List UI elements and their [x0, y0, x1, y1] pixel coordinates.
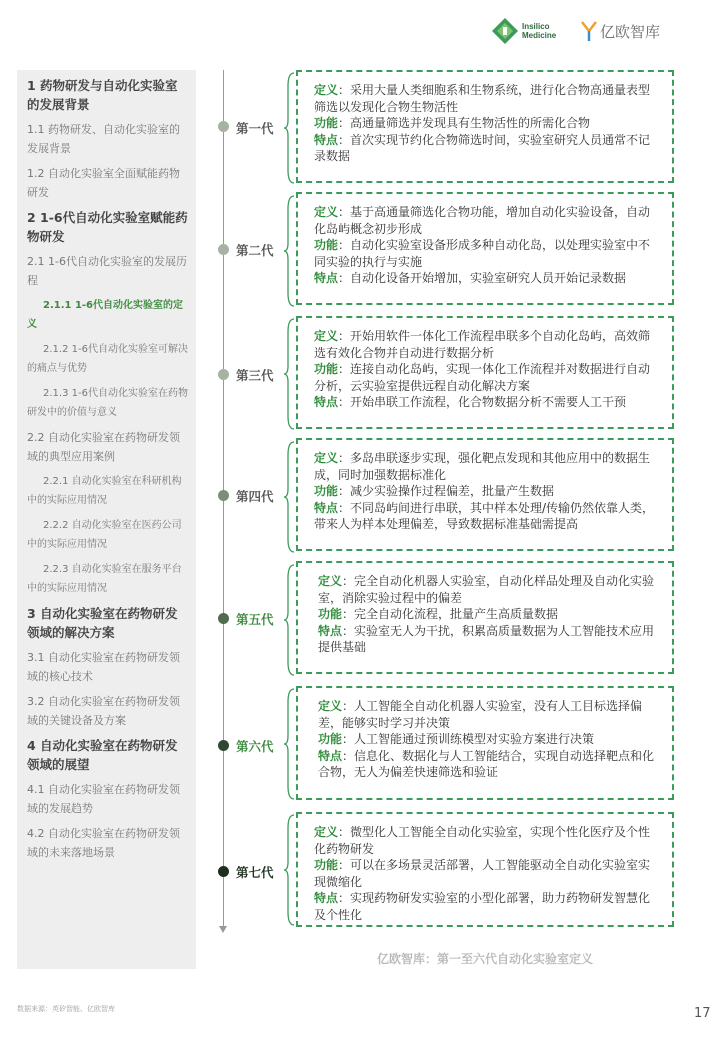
function-key: 功能 [314, 858, 339, 872]
definition-key: 定义 [314, 451, 339, 465]
function-text: ：减少实验操作过程偏差，批量产生数据 [338, 484, 555, 498]
function-key: 功能 [318, 732, 343, 746]
timeline-arrow-icon [219, 926, 227, 933]
feature-key: 特点 [314, 395, 339, 409]
definition-row [314, 204, 660, 237]
feature-text: ：实验室无人为干扰，积累高质量数据为人工智能技术应用提供基础 [318, 623, 655, 654]
timeline-dot [218, 490, 229, 501]
toc-section-1-1[interactable]: 1.1 药物研发、自动化实验室的发展背景 [27, 123, 180, 155]
toc-section-1[interactable]: 1 药物研发与自动化实验室的发展背景 [27, 78, 178, 112]
generation-label: 第三代 [236, 368, 274, 383]
toc-section-3[interactable]: 3 自动化实验室在药物研发领域的解决方案 [27, 606, 178, 640]
function-key: 功能 [318, 607, 343, 621]
toc-section-1-2[interactable]: 1.2 自动化实验室全面赋能药物研发 [27, 167, 180, 199]
definition-row [318, 698, 660, 731]
insilico-name-line1: Insilico [522, 22, 550, 31]
definition-row [318, 573, 660, 606]
generation-card [296, 70, 674, 183]
definition-text: ：多岛串联逐步实现，强化靶点发现和其他应用中的数据生成，同时加强数据标准化 [314, 451, 651, 482]
data-source-note: 数据来源：英矽智能、亿欧智库 [17, 1005, 115, 1013]
toc-section-2-2-1[interactable]: 2.2.1 自动化实验室在科研机构中的实际应用情况 [27, 476, 182, 506]
yiou-logo [580, 20, 660, 42]
function-key: 功能 [314, 238, 339, 252]
toc-section-2-1-2[interactable]: 2.1.2 1-6代自动化实验室可解决的痛点与优势 [27, 344, 188, 374]
brace-icon [283, 688, 295, 800]
function-row [318, 731, 660, 748]
feature-text: ：开始串联工作流程，化合物数据分析不需要人工干预 [338, 395, 627, 409]
generation-card [296, 316, 674, 429]
feature-row [318, 748, 660, 781]
feature-row [314, 270, 660, 287]
function-key: 功能 [314, 362, 339, 376]
function-row [314, 115, 660, 132]
generation-label: 第七代 [236, 865, 274, 880]
table-of-contents [17, 70, 196, 969]
generation-label: 第一代 [236, 121, 274, 136]
definition-key: 定义 [314, 329, 339, 343]
feature-key: 特点 [314, 132, 339, 147]
function-row [318, 606, 660, 623]
toc-section-2-1[interactable]: 2.1 1-6代自动化实验室的发展历程 [27, 255, 187, 287]
function-text: ：可以在多场景灵活部署，人工智能驱动全自动化实验室实现微缩化 [314, 858, 651, 889]
figure-caption: 亿欧智库：第一至六代自动化实验室定义 [376, 952, 593, 966]
feature-key: 特点 [314, 891, 339, 905]
feature-key: 特点 [318, 623, 343, 638]
function-key: 功能 [314, 484, 339, 498]
feature-text: ：不同岛屿间进行串联，其中样本处理/传输仍然依靠人类，带来人为样本处理偏差，导致数据标准基础需提高 [314, 500, 655, 531]
brace-icon [283, 195, 295, 307]
definition-key: 定义 [318, 699, 343, 713]
toc-section-2-1-1-active[interactable]: 2.1.1 1-6代自动化实验室的定义 [27, 300, 184, 330]
brace-icon [283, 72, 295, 184]
toc-section-4-2[interactable]: 4.2 自动化实验室在药物研发领域的未来落地场景 [27, 827, 180, 859]
definition-key: 定义 [314, 825, 339, 839]
function-row [314, 237, 660, 270]
generation-label: 第二代 [236, 243, 274, 258]
yiou-y-icon [580, 20, 598, 42]
toc-section-2-1-3[interactable]: 2.1.3 1-6代自动化实验室在药物研发中的价值与意义 [27, 388, 188, 418]
function-row [314, 361, 660, 394]
insilico-diamond-icon [492, 18, 518, 44]
toc-section-4-1[interactable]: 4.1 自动化实验室在药物研发领域的发展趋势 [27, 783, 180, 815]
insilico-name-line2: Medicine [522, 31, 557, 40]
generation-card [296, 438, 674, 551]
toc-section-2[interactable]: 2 1-6代自动化实验室赋能药物研发 [27, 210, 188, 244]
toc-section-4[interactable]: 4 自动化实验室在药物研发领域的展望 [27, 738, 178, 772]
feature-text: ：信息化、数据化与人工智能结合，实现自动选择靶点和化合物，无人为偏差快速筛选和验证 [318, 748, 655, 779]
definition-key: 定义 [314, 83, 339, 97]
timeline-dot [218, 369, 229, 380]
function-text: ：完全自动化流程，批量产生高质量数据 [342, 607, 559, 621]
feature-key: 特点 [318, 748, 343, 763]
feature-row [314, 394, 660, 411]
function-text: ：连接自动化岛屿，实现一体化工作流程并对数据进行自动分析，云实验室提供远程自动化解决方案 [314, 362, 651, 393]
definition-row [314, 82, 660, 115]
timeline-dot [218, 121, 229, 132]
feature-key: 特点 [314, 271, 339, 285]
timeline-dot [218, 613, 229, 624]
feature-text: ：实现药物研发实验室的小型化部署，助力药物研发智慧化及个性化 [314, 891, 651, 922]
toc-section-2-2[interactable]: 2.2 自动化实验室在药物研发领域的典型应用案例 [27, 431, 180, 463]
function-text: ：人工智能通过预训练模型对实验方案进行决策 [342, 732, 595, 746]
definition-row [314, 824, 660, 857]
feature-row [314, 132, 660, 165]
feature-row [314, 890, 660, 923]
definition-text: ：完全自动化机器人实验室，自动化样品处理及自动化实验室，消除实验过程中的偏差 [318, 574, 655, 605]
definition-text: ：采用大量人类细胞系和生物系统，进行化合物高通量表型筛选以发现化合物生物活性 [314, 83, 651, 114]
definition-text: ：微型化人工智能全自动化实验室，实现个性化医疗及个性化药物研发 [314, 825, 651, 856]
feature-row [314, 500, 660, 533]
function-row [314, 857, 660, 890]
brace-icon [283, 441, 295, 553]
timeline-dot [218, 244, 229, 255]
generation-card [296, 192, 674, 305]
definition-row [314, 450, 660, 483]
timeline-dot [218, 866, 229, 877]
definition-text: ：开始用软件一体化工作流程串联多个自动化岛屿，高效筛选有效化合物并自动进行数据分析 [314, 329, 651, 360]
brace-icon [283, 318, 295, 430]
toc-section-2-2-2[interactable]: 2.2.2 自动化实验室在医药公司中的实际应用情况 [27, 520, 182, 550]
toc-section-2-2-3[interactable]: 2.2.3 自动化实验室在服务平台中的实际应用情况 [27, 564, 182, 594]
definition-key: 定义 [318, 574, 343, 588]
toc-section-3-1[interactable]: 3.1 自动化实验室在药物研发领域的核心技术 [27, 651, 180, 683]
function-text: ：高通量筛选并发现具有生物活性的所需化合物 [338, 116, 591, 130]
toc-section-3-2[interactable]: 3.2 自动化实验室在药物研发领域的关键设备及方案 [27, 695, 180, 727]
timeline-dot [218, 740, 229, 751]
header-logos [492, 16, 692, 52]
feature-key: 特点 [314, 500, 339, 515]
feature-row [318, 623, 660, 656]
function-text: ：自动化实验室设备形成多种自动化岛，以处理实验室中不同实验的执行与实施 [314, 238, 651, 269]
feature-text: ：首次实现节约化合物筛选时间，实验室研究人员通常不记录数据 [314, 132, 651, 163]
feature-text: ：自动化设备开始增加，实验室研究人员开始记录数据 [338, 271, 627, 285]
generation-label: 第四代 [236, 489, 274, 504]
page-number: 17 [694, 1006, 711, 1021]
definition-text: ：基于高通量筛选化合物功能，增加自动化实验设备，自动化岛屿概念初步形成 [314, 205, 651, 236]
yiou-brand-name: 亿欧智库 [600, 22, 661, 41]
insilico-logo [492, 18, 556, 44]
function-row [314, 483, 660, 500]
brace-icon [283, 814, 295, 926]
definition-key: 定义 [314, 205, 339, 219]
generation-label: 第五代 [236, 612, 274, 627]
brace-icon [283, 564, 295, 676]
definition-text: ：人工智能全自动化机器人实验室，没有人工目标选择偏差，能够实时学习并决策 [318, 699, 643, 730]
function-key: 功能 [314, 116, 339, 130]
definition-row [314, 328, 660, 361]
generation-label: 第六代 [236, 739, 274, 754]
generation-card [296, 686, 674, 800]
generation-card [296, 812, 674, 927]
generation-card [296, 561, 674, 674]
